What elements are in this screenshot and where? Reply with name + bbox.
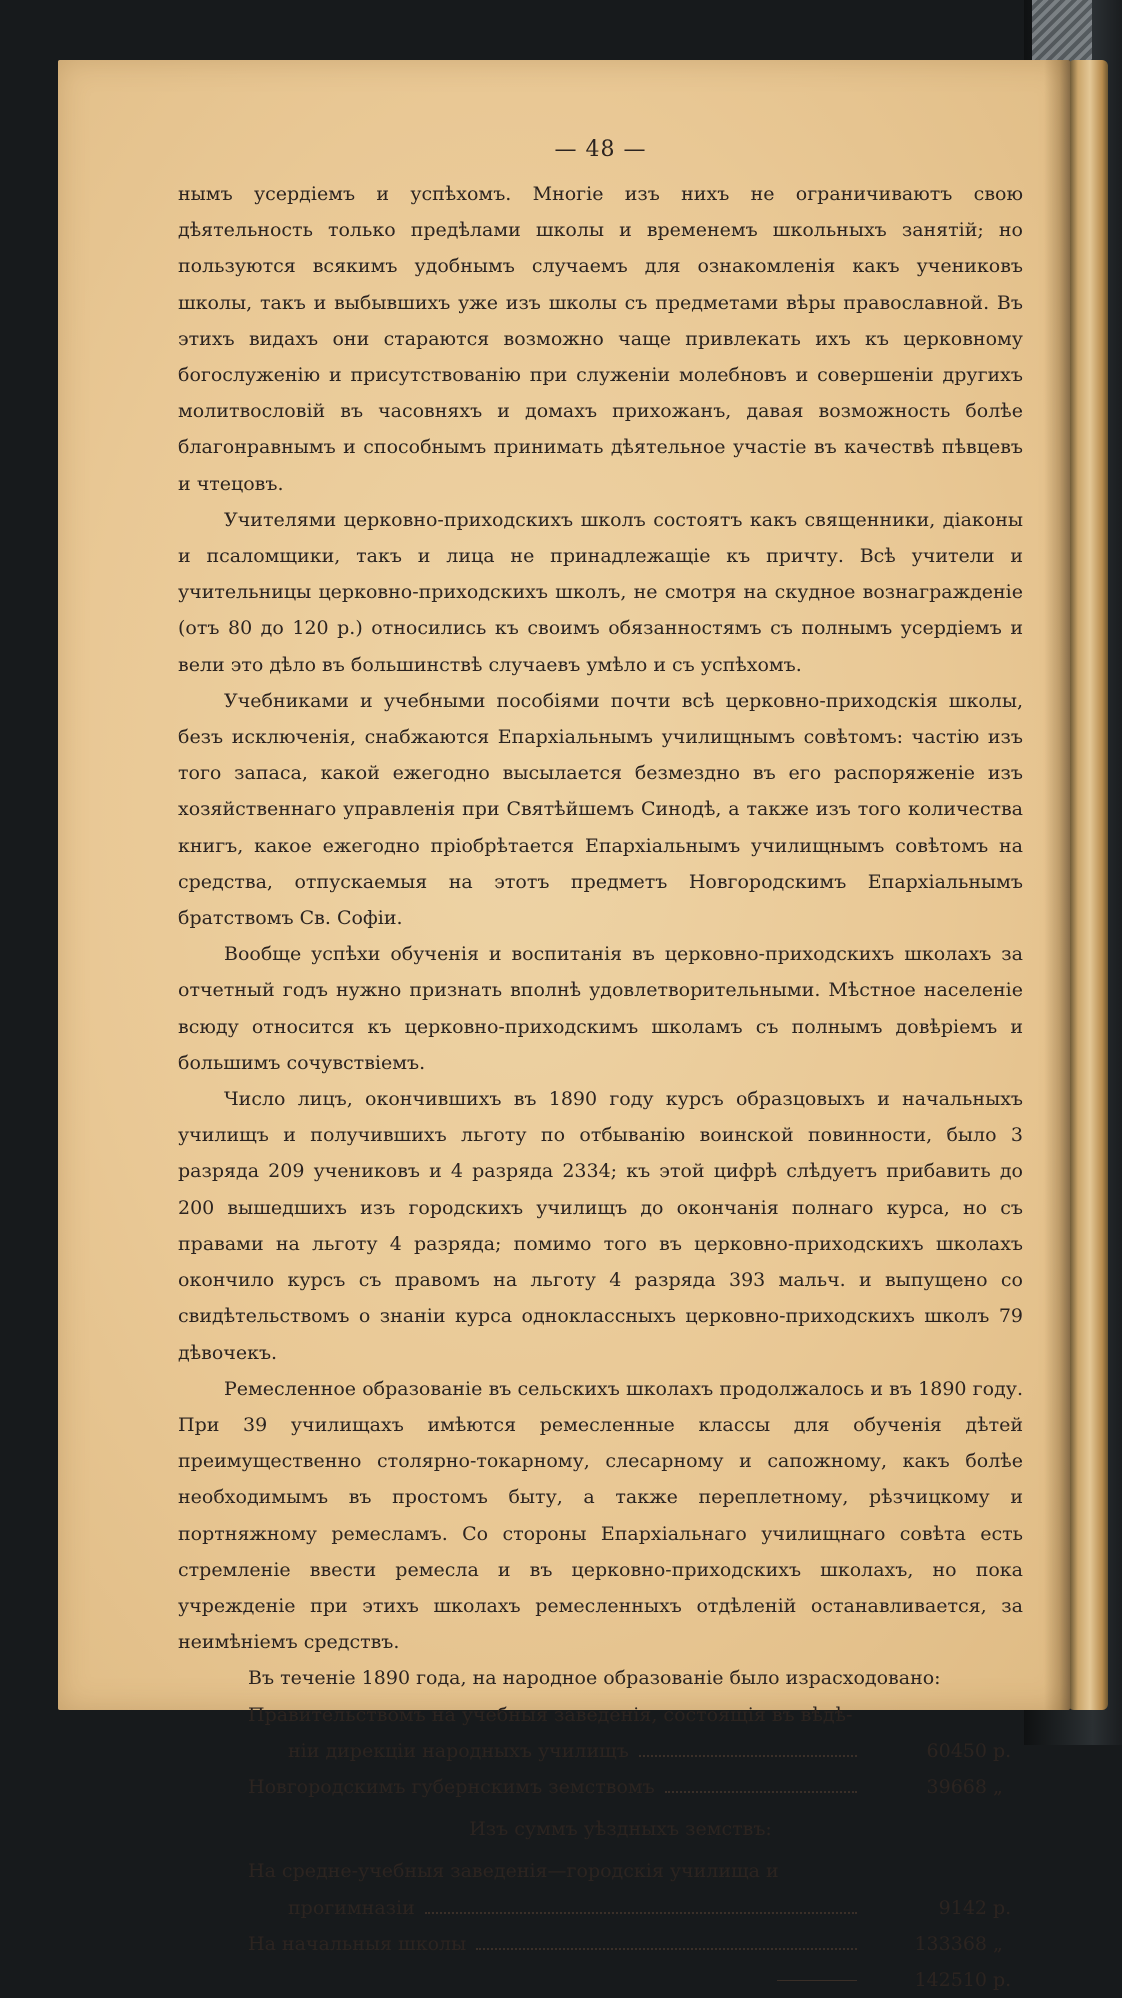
government-line-2: ніи дирекціи народныхъ училищъ xyxy=(288,1739,629,1762)
page-block-edge xyxy=(1068,60,1108,1710)
leader-dots xyxy=(665,1791,857,1793)
primary-label: На начальныя школы xyxy=(248,1932,467,1955)
page-content xyxy=(178,130,1023,1998)
government-unit: р. xyxy=(993,1739,1012,1762)
primary-unit: „ xyxy=(993,1932,1003,1955)
total-amount: 142510 xyxy=(914,1968,987,1991)
page-fold-shadow xyxy=(1044,60,1070,1710)
paragraph-4: Вообще успѣхи обученія и воспитанія въ церковно-приходскихъ школахъ за отчетный годъ нужно признать вполнѣ удовлетворительными. Мѣстное населеніе всюду относится къ церковно-приходскимъ школамъ съ полнымъ довѣріемъ и большимъ сочувствіемъ. xyxy=(178,943,1023,1074)
zemstvo-unit: „ xyxy=(993,1775,1003,1798)
secondary-unit: р. xyxy=(993,1896,1012,1919)
leader-dots xyxy=(476,1948,857,1950)
leader-dots xyxy=(639,1755,857,1757)
secondary-line-1: На средне-учебныя заведенія—городскія училища и xyxy=(248,1860,779,1883)
leader-dots xyxy=(425,1912,857,1914)
government-amount: 60450 xyxy=(926,1739,987,1762)
primary-amount: 133368 xyxy=(914,1932,987,1955)
secondary-line-2: прогимназіи xyxy=(288,1896,415,1919)
district-heading: Изъ суммъ уѣздныхъ земствъ: xyxy=(469,1818,772,1841)
primary-row xyxy=(178,1926,1023,1962)
total-unit: р. xyxy=(993,1968,1012,1991)
zemstvo-row xyxy=(178,1769,1023,1805)
scanned-page xyxy=(58,60,1070,1991)
zemstvo-amount: 39668 xyxy=(926,1775,987,1798)
paragraph-5: Число лицъ, окончившихъ въ 1890 году курсъ образцовыхъ и начальныхъ училищъ и получившихъ льготу по отбыванію воинской повинности, было 3 разряда 209 учениковъ и 4 разряда 2334; къ этой цифрѣ слѣдуетъ прибавить до 200 вышедшихъ изъ городскихъ училищъ до окончанія полнаго курса, но съ правами на льготу 4 разряда; помимо того въ церковно-приходскихъ школахъ окончило курсъ съ правомъ на льготу 4 разряда 393 мальч. и выпущено со свидѣтельствомъ о знаніи курса одноклассныхъ церковно-приходскихъ школъ 79 дѣвочекъ. xyxy=(178,1088,1023,1364)
government-line-1: Правительствомъ на учебныя заведенія, состоящія въ вѣдѣ- xyxy=(248,1703,853,1726)
paragraph-2: Учителями церковно-приходскихъ школъ состоятъ какъ священники, діаконы и псаломщики, такъ и лица не принадлежащіе къ причту. Всѣ учители и учительницы церковно-приходскихъ школъ, не смотря на скудное вознагражденіе (отъ 80 до 120 р.) относились къ своимъ обязанностямъ съ полнымъ усердіемъ и вели это дѣло въ большинствѣ случаевъ умѣло и съ успѣхомъ. xyxy=(178,508,1023,676)
expenses-intro: Въ теченіе 1890 года, на народное образованіе было израсходовано: xyxy=(248,1667,941,1690)
paragraph-1: нымъ усердіемъ и успѣхомъ. Многіе изъ нихъ не ограничиваютъ свою дѣятельность только предѣлами школы и временемъ школьныхъ занятій; но пользуются всякимъ удобнымъ случаемъ для ознакомленія какъ учениковъ школы, такъ и выбывшихъ уже изъ школы съ предметами вѣры православной. Въ этихъ видахъ они стараются возможно чаще привлекать ихъ къ церковному богослуженію и присутствованію при служеніи молебновъ и совершеніи другихъ молитвословій въ часовняхъ и домахъ прихожанъ, давая возможность болѣе благонравнымъ и способнымъ принимать дѣятельное участіе въ качествѣ пѣвцевъ и чтецовъ. xyxy=(178,183,1023,495)
expenses-section xyxy=(178,1660,1023,1998)
government-row xyxy=(178,1733,1023,1769)
secondary-amount: 9142 xyxy=(938,1896,987,1919)
paragraph-6: Ремесленное образованіе въ сельскихъ школахъ продолжалось и въ 1890 году. При 39 училищахъ имѣются ремесленные классы для обученія дѣтей преимущественно столярно-токарному, слесарному и сапожному, какъ болѣе необходимымъ въ простомъ быту, а также переплетному, рѣзчицкому и портняжному ремесламъ. Со стороны Епархіальнаго училищнаго совѣта есть стремленіе ввести ремесла и въ церковно-приходскихъ школахъ, но пока учрежденіе при этихъ школахъ ремесленныхъ отдѣленій останавливается, за неимѣніемъ средствъ. xyxy=(178,1377,1023,1654)
paragraph-3: Учебниками и учебными пособіями почти всѣ церковно-приходскія школы, безъ исключенія, снабжаются Епархіальнымъ училищнымъ совѣтомъ: частію изъ того запаса, какой ежегодно высылается безмездно въ его распоряженіе изъ хозяйственнаго управленія при Святѣйшемъ Синодѣ, а также изъ того количества книгъ, какое ежегодно пріобрѣтается Епархіальнымъ училищнымъ совѣтомъ на средства, отпускаемыя на этотъ предметъ Новгородскимъ Епархіальнымъ братствомъ Св. Софіи. xyxy=(178,689,1023,930)
total-rule xyxy=(777,1980,857,1981)
secondary-row xyxy=(178,1890,1023,1926)
total-row xyxy=(178,1962,1023,1998)
page-number: — 48 — xyxy=(554,137,647,162)
zemstvo-label: Новгородскимъ губернскимъ земствомъ xyxy=(248,1775,655,1798)
